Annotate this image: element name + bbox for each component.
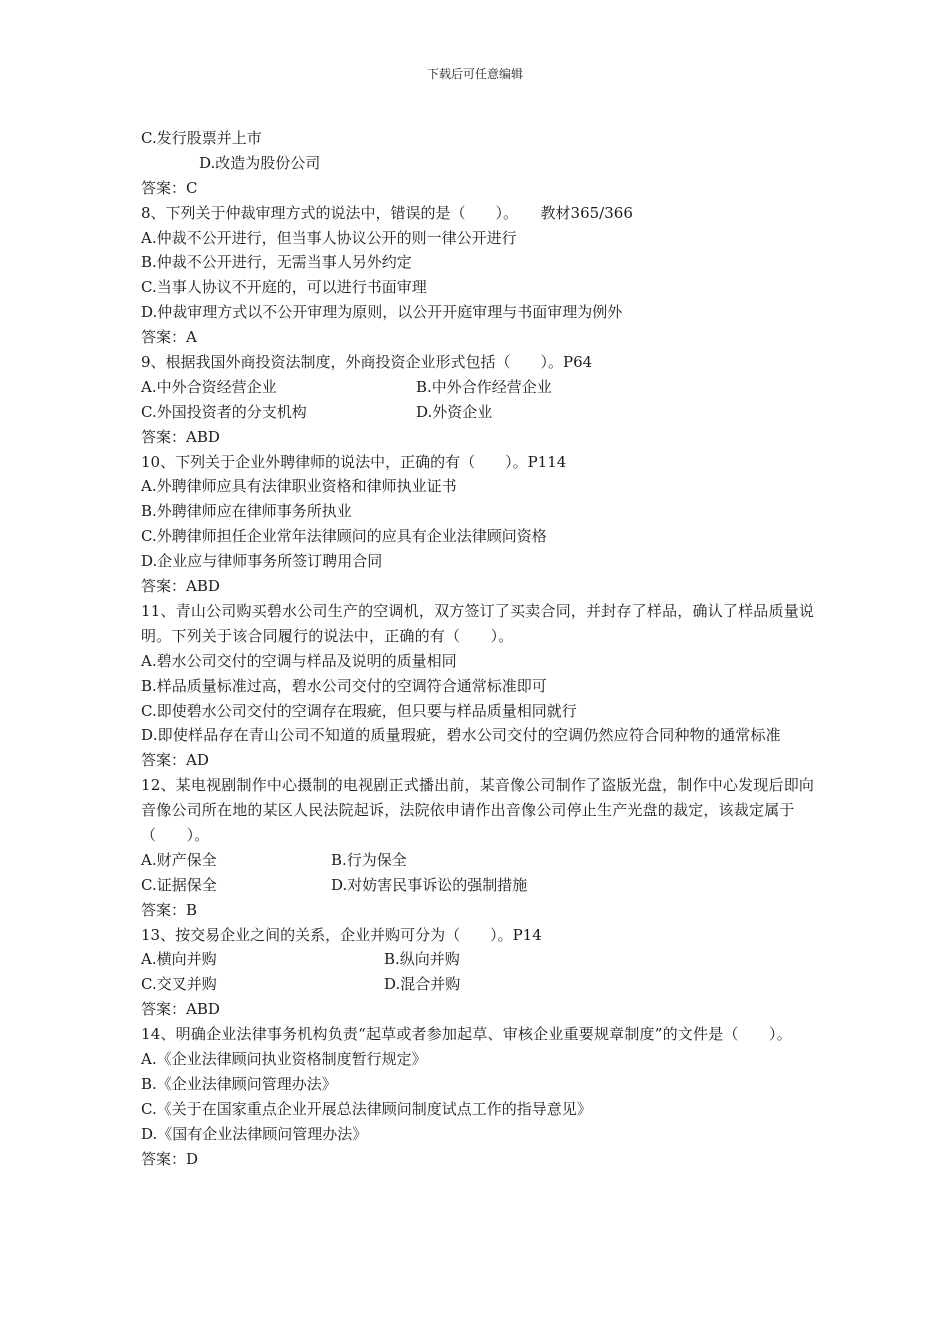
q13-option-d: D.混合并购 xyxy=(384,975,461,994)
q13-options-row-1 xyxy=(141,947,817,972)
q9-option-d: D.外资企业 xyxy=(416,402,493,421)
q12-option-a: A.财产保全 xyxy=(141,850,217,869)
q14-option-b: B.《企业法律顾问管理办法》 xyxy=(141,1074,337,1093)
q7-option-c: C.发行股票并上市 xyxy=(141,129,262,147)
q12-option-d: D.对妨害民事诉讼的强制措施 xyxy=(331,875,528,894)
q8-option-d: D.仲裁审理方式以不公开审理为原则，以公开开庭审理与书面审理为例外 xyxy=(141,303,623,322)
q8-answer: 答案：A xyxy=(141,328,197,347)
q14-option-d: D.《国有企业法律顾问管理办法》 xyxy=(141,1124,368,1143)
q9-options-row-1 xyxy=(141,375,817,400)
q12-option-c: C.证据保全 xyxy=(141,875,217,894)
document-body xyxy=(141,126,817,1172)
q11-option-b: B.样品质量标准过高，碧水公司交付的空调符合通常标准即可 xyxy=(141,676,547,695)
q11-answer: 答案：AD xyxy=(141,751,209,770)
q14-option-c: C.《关于在国家重点企业开展总法律顾问制度试点工作的指导意见》 xyxy=(141,1099,592,1118)
q12-answer: 答案：B xyxy=(141,900,198,919)
q14-answer: 答案：D xyxy=(141,1149,199,1168)
q10-answer: 答案：ABD xyxy=(141,577,220,596)
q14-stem: 14、明确企业法律事务机构负责“起草或者参加起草、审核企业重要规章制度”的文件是（ ）。 xyxy=(141,1025,792,1044)
q9-option-a: A.中外合资经营企业 xyxy=(141,377,277,396)
q11-stem: 11、青山公司购买碧水公司生产的空调机，双方签订了买卖合同，并封存了样品，确认了样品质量说明。下列关于该合同履行的说法中，正确的有（ ）。 xyxy=(141,601,815,645)
q13-answer: 答案：ABD xyxy=(141,1000,220,1019)
q13-option-a: A.横向并购 xyxy=(141,950,217,969)
q13-options-row-2 xyxy=(141,972,817,997)
q13-stem: 13、按交易企业之间的关系，企业并购可分为（ ）。P14 xyxy=(141,925,542,944)
q7-answer: 答案：C xyxy=(141,178,198,197)
q8-option-c: C.当事人协议不开庭的，可以进行书面审理 xyxy=(141,278,427,297)
q13-option-b: B.纵向并购 xyxy=(384,950,460,969)
q7-option-d: D.改造为股份公司 xyxy=(199,153,321,172)
q9-answer: 答案：ABD xyxy=(141,427,220,446)
q9-options-row-2 xyxy=(141,400,817,425)
q9-option-b: B.中外合作经营企业 xyxy=(416,377,552,396)
q11-option-d: D.即使样品存在青山公司不知道的质量瑕疵，碧水公司交付的空调仍然应符合同种物的通常标准 xyxy=(141,726,781,745)
q12-stem: 12、某电视剧制作中心摄制的电视剧正式播出前，某音像公司制作了盗版光盘，制作中心发现后即向音像公司所在地的某区人民法院起诉，法院依申请作出音像公司停止生产光盘的裁定，该裁定属于（ ）。 xyxy=(141,776,815,845)
q12-options-row-1 xyxy=(141,848,817,873)
q8-option-b: B.仲裁不公开进行，无需当事人另外约定 xyxy=(141,253,412,272)
q13-option-c: C.交叉并购 xyxy=(141,975,217,994)
q10-option-b: B.外聘律师应在律师事务所执业 xyxy=(141,502,352,521)
q8-stem: 8、下列关于仲裁审理方式的说法中，错误的是（ ）。 教材365/366 xyxy=(141,203,633,222)
q12-option-b: B.行为保全 xyxy=(331,850,407,869)
q8-option-a: A.仲裁不公开进行，但当事人协议公开的则一律公开进行 xyxy=(141,228,517,247)
q10-option-c: C.外聘律师担任企业常年法律顾问的应具有企业法律顾问资格 xyxy=(141,527,547,546)
q12-options-row-2 xyxy=(141,873,817,898)
page-header: 下载后可任意编辑 xyxy=(426,67,523,81)
q9-option-c: C.外国投资者的分支机构 xyxy=(141,402,307,421)
q11-option-a: A.碧水公司交付的空调与样品及说明的质量相同 xyxy=(141,651,457,670)
q14-option-a: A.《企业法律顾问执业资格制度暂行规定》 xyxy=(141,1050,427,1069)
q10-option-a: A.外聘律师应具有法律职业资格和律师执业证书 xyxy=(141,477,457,496)
q9-stem: 9、根据我国外商投资法制度，外商投资企业形式包括（ ）。P64 xyxy=(141,353,593,372)
q11-option-c: C.即使碧水公司交付的空调存在瑕疵，但只要与样品质量相同就行 xyxy=(141,701,577,720)
q10-option-d: D.企业应与律师事务所签订聘用合同 xyxy=(141,552,383,571)
q10-stem: 10、下列关于企业外聘律师的说法中，正确的有（ ）。P114 xyxy=(141,452,567,471)
